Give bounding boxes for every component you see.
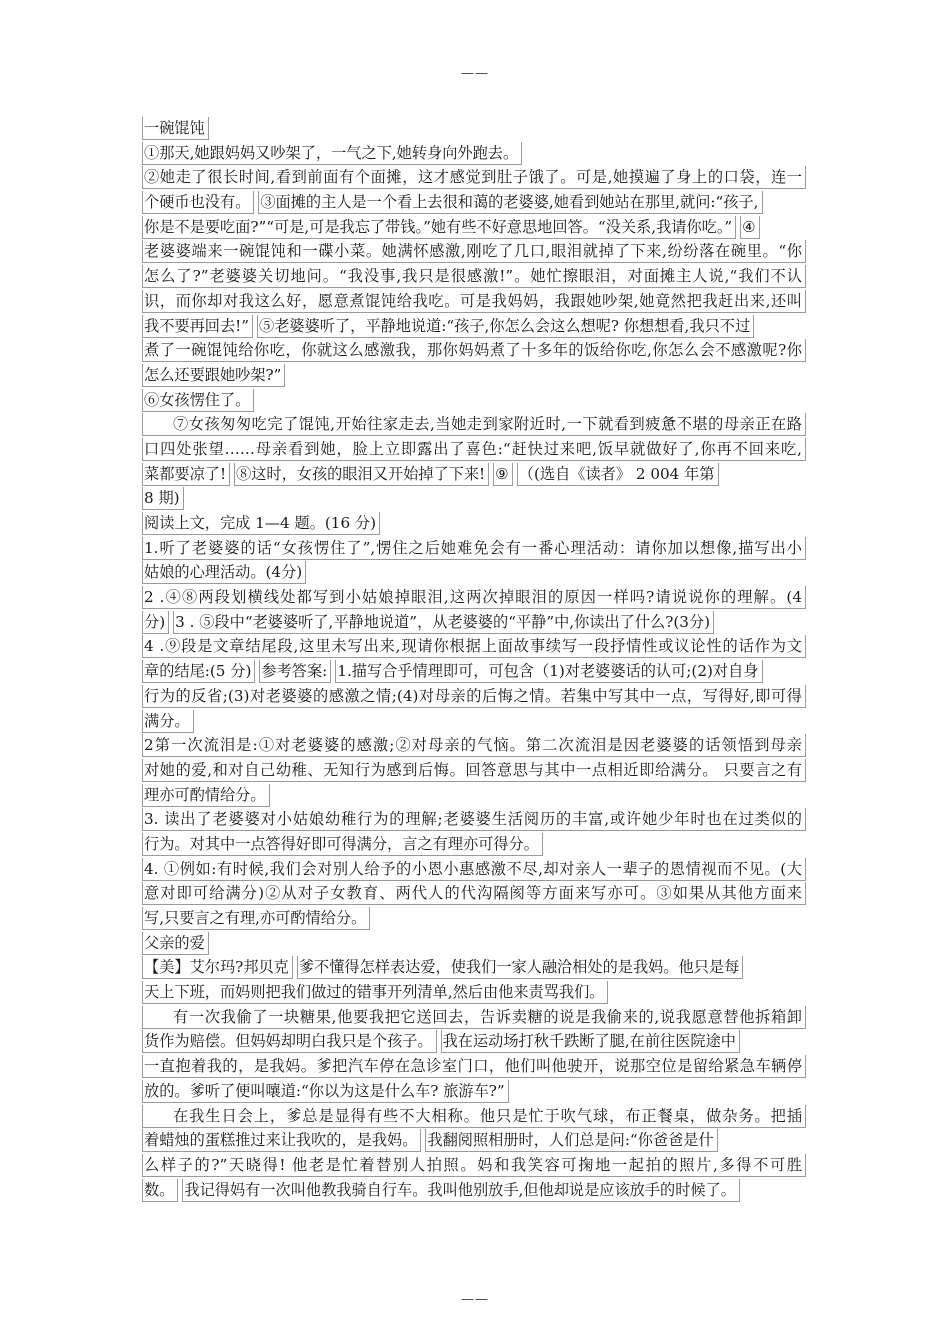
text-segment: 参考答案: (259, 660, 331, 683)
text-segment: ⑥女孩愣住了。 (142, 389, 254, 412)
text-segment: 姑娘的心理活动。(4分) (142, 561, 306, 584)
text-segment: 数。 (142, 1179, 178, 1202)
text-segment: 满分。 (142, 710, 194, 733)
text-segment: 我不要再回去!” (142, 315, 253, 338)
text-segment: 3. 读出了老婆婆对小姑娘幼稚行为的理解;老婆婆生活阅历的丰富,或许她少年时也在过类似的 (142, 808, 806, 831)
text-segment: 意对即可给满分)②从对子女教育、两代人的代沟隔阂等方面来写亦可。③如果从其他方面来 (142, 882, 806, 905)
text-line (142, 759, 808, 784)
text-line (142, 907, 808, 932)
text-segment: 天上下班，而妈则把我们做过的错事开列清单,然后由他来责骂我们。 (142, 981, 608, 1004)
text-segment: 怎么还要跟她吵架?” (142, 364, 285, 387)
text-line (142, 586, 808, 611)
text-line (142, 1055, 808, 1080)
text-segment: 识，而你却对我这么好，愿意煮馄饨给我吃。可是我妈妈，我跟她吵架,她竟然把我赶出来,还叫 (142, 290, 806, 313)
text-line (142, 142, 808, 167)
page-header: —— (461, 66, 489, 81)
text-line (142, 858, 808, 883)
text-line (142, 808, 808, 833)
text-segment: ⑦女孩匆匆吃完了馄饨,开始往家走去,当她走到家附近时,一下就看到疲惫不堪的母亲正在路 (142, 413, 806, 436)
text-segment: ①那天,她跟妈妈又吵架了，一气之下,她转身向外跑去。 (142, 142, 522, 165)
text-line (142, 981, 808, 1006)
text-segment: 行为。对其中一点答得好即可得满分，言之有理亦可得分。 (142, 833, 543, 856)
text-segment: 怎么了?”老婆婆关切地问。“我没事,我只是很感激!”。她忙擦眼泪，对面摊主人说,“我们不认 (142, 265, 806, 288)
text-segment: 你是不是要吃面?”“可是,可是我忘了带钱。”她有些不好意思地回答。“没关系,我请你吃。” (142, 216, 736, 239)
text-line (142, 537, 808, 562)
text-segment: ⑨ (493, 463, 513, 486)
text-segment: （(选自《读者》 2 004 年第 (517, 463, 719, 486)
text-line (142, 117, 808, 142)
text-segment: 【美】艾尔玛?邦贝克 (142, 956, 293, 979)
text-segment: 8 期) (142, 487, 184, 510)
text-segment: 父亲的爱 (142, 932, 209, 955)
text-segment: 货作为赔偿。但妈妈却明白我只是个孩子。 (142, 1030, 437, 1053)
text-line (142, 1179, 808, 1204)
text-segment: 个硬币也没有。 (142, 191, 254, 214)
text-segment: 爹不懂得怎样表达爱，使我们一家人融洽相处的是我妈。他只是每 (297, 956, 743, 979)
text-line (142, 413, 808, 438)
text-segment: ③面摊的主人是一个看上去很和蔼的老婆婆,她看到她站在那里,就问:“孩子, (258, 191, 762, 214)
text-line (142, 611, 808, 636)
text-line (142, 1080, 808, 1105)
text-segment: 口四处张望……母亲看到她，脸上立即露出了喜色:“赶快过来吧,饭早就做好了,你再不回来吃, (142, 438, 806, 461)
text-segment: 1.听了老婆婆的话“女孩愣住了”,愣住之后她难免会有一番心理活动：请你加以想像,描写出小 (142, 537, 806, 560)
text-segment: 我在运动场打秋千跌断了腿,在前往医院途中 (441, 1030, 740, 1053)
text-line (142, 956, 808, 981)
text-line (142, 561, 808, 586)
text-segment: 着蜡烛的蛋糕推过来让我吹的，是我妈。 (142, 1129, 421, 1152)
text-line (142, 1006, 808, 1031)
text-line (142, 315, 808, 340)
text-segment: 么样子的?”天晓得! 他老是忙着替别人拍照。妈和我笑容可掬地一起拍的照片,多得不可胜 (142, 1154, 806, 1177)
text-segment: ②她走了很长时间,看到前面有个面摊，这才感觉到肚子饿了。可是,她摸遍了身上的口袋，连一 (142, 166, 806, 189)
text-segment: 我翻阅照相册时，人们总是问:“你爸爸是什 (425, 1129, 717, 1152)
text-segment: 菜都要凉了! (142, 463, 230, 486)
text-line (142, 265, 808, 290)
text-line (142, 635, 808, 660)
text-segment: 3 . ⑤段中“老婆婆听了,平静地说道”，从老婆婆的“平静”中,你读出了什么?(3分) (173, 611, 714, 634)
text-segment: 章的结尾:(5 分) (142, 660, 255, 683)
text-line (142, 882, 808, 907)
text-line (142, 339, 808, 364)
text-line (142, 463, 808, 488)
text-line (142, 685, 808, 710)
text-line (142, 512, 808, 537)
text-segment: ⑧这时，女孩的眼泪又开始掉了下来! (234, 463, 489, 486)
text-line (142, 932, 808, 957)
text-segment: 对她的爱,和对自己幼稚、无知行为感到后悔。回答意思与其中一点相近即给满分。 只要言之有 (142, 759, 806, 782)
text-line (142, 216, 808, 241)
text-segment: 煮了一碗馄饨给你吃，你就这么感激我，那你妈妈煮了十多年的饭给你吃,你怎么会不感激呢?你 (142, 339, 806, 362)
text-line (142, 191, 808, 216)
text-segment: 老婆婆端来一碗馄饨和一碟小菜。她满怀感激,刚吃了几口,眼泪就掉了下来,纷纷落在碗里。“你 (142, 240, 806, 263)
text-segment: 2第一次流泪是:①对老婆婆的感激;②对母亲的气恼。第二次流泪是因老婆婆的话领悟到母亲 (142, 734, 806, 757)
text-segment: 4 .⑨段是文章结尾段,这里未写出来,现请你根据上面故事续写一段抒情性或议论性的话作为文 (142, 635, 806, 658)
text-line (142, 784, 808, 809)
text-segment: 我记得妈有一次叫他教我骑自行车。我叫他别放手,但他却说是应该放手的时候了。 (182, 1179, 740, 1202)
text-line (142, 710, 808, 735)
text-line (142, 660, 808, 685)
text-segment: 阅读上文，完成 1—4 题。(16 分) (142, 512, 380, 535)
text-segment: 4. ①例如:有时候,我们会对别人给予的小恩小惠感激不尽,却对亲人一辈子的恩情视而不见。(大 (142, 858, 806, 881)
text-line (142, 833, 808, 858)
text-segment: 行为的反省;(3)对老婆婆的感激之情;(4)对母亲的后悔之情。若集中写其中一点，写得好,即可得 (142, 685, 806, 708)
text-line (142, 1129, 808, 1154)
text-segment: 写,只要言之有理,亦可酌情给分。 (142, 907, 370, 930)
text-line (142, 166, 808, 191)
text-line (142, 364, 808, 389)
text-segment: 一直抱着我的，是我妈。爹把汽车停在急诊室门口，他们叫他驶开，说那空位是留给紧急车辆停 (142, 1055, 806, 1078)
text-line (142, 734, 808, 759)
text-line (142, 290, 808, 315)
text-segment: 1.描写合乎情理即可，可包含（1)对老婆婆话的认可;(2)对自身 (335, 660, 762, 683)
text-segment: 放的。爹听了便叫嚷道:“你以为这是什么车? 旅游车?” (142, 1080, 509, 1103)
text-segment: 一碗馄饨 (142, 117, 209, 140)
text-segment: 2 .④⑧两段划横线处都写到小姑娘掉眼泪,这两次掉眼泪的原因一样吗?请说说你的理解。(4 (142, 586, 806, 609)
text-segment: ⑤老婆婆听了，平静地说道:“孩子,你怎么会这么想呢? 你想想看,我只不过 (257, 315, 754, 338)
document-body (142, 117, 808, 1203)
text-segment: ④ (740, 216, 760, 239)
text-segment: 分) (142, 611, 169, 634)
text-segment: 理亦可酌情给分。 (142, 784, 270, 807)
text-line (142, 1030, 808, 1055)
text-line (142, 240, 808, 265)
text-line (142, 1105, 808, 1130)
text-line (142, 438, 808, 463)
text-segment: 有一次我偷了一块糖果,他要我把它送回去，告诉卖糖的说是我偷来的,说我愿意替他拆箱卸 (142, 1006, 806, 1029)
text-line (142, 487, 808, 512)
text-line (142, 1154, 808, 1179)
text-line (142, 389, 808, 414)
text-segment: 在我生日会上，爹总是显得有些不大相称。他只是忙于吹气球，布正餐桌，做杂务。把插 (142, 1105, 806, 1128)
page-footer: —— (461, 1292, 489, 1307)
